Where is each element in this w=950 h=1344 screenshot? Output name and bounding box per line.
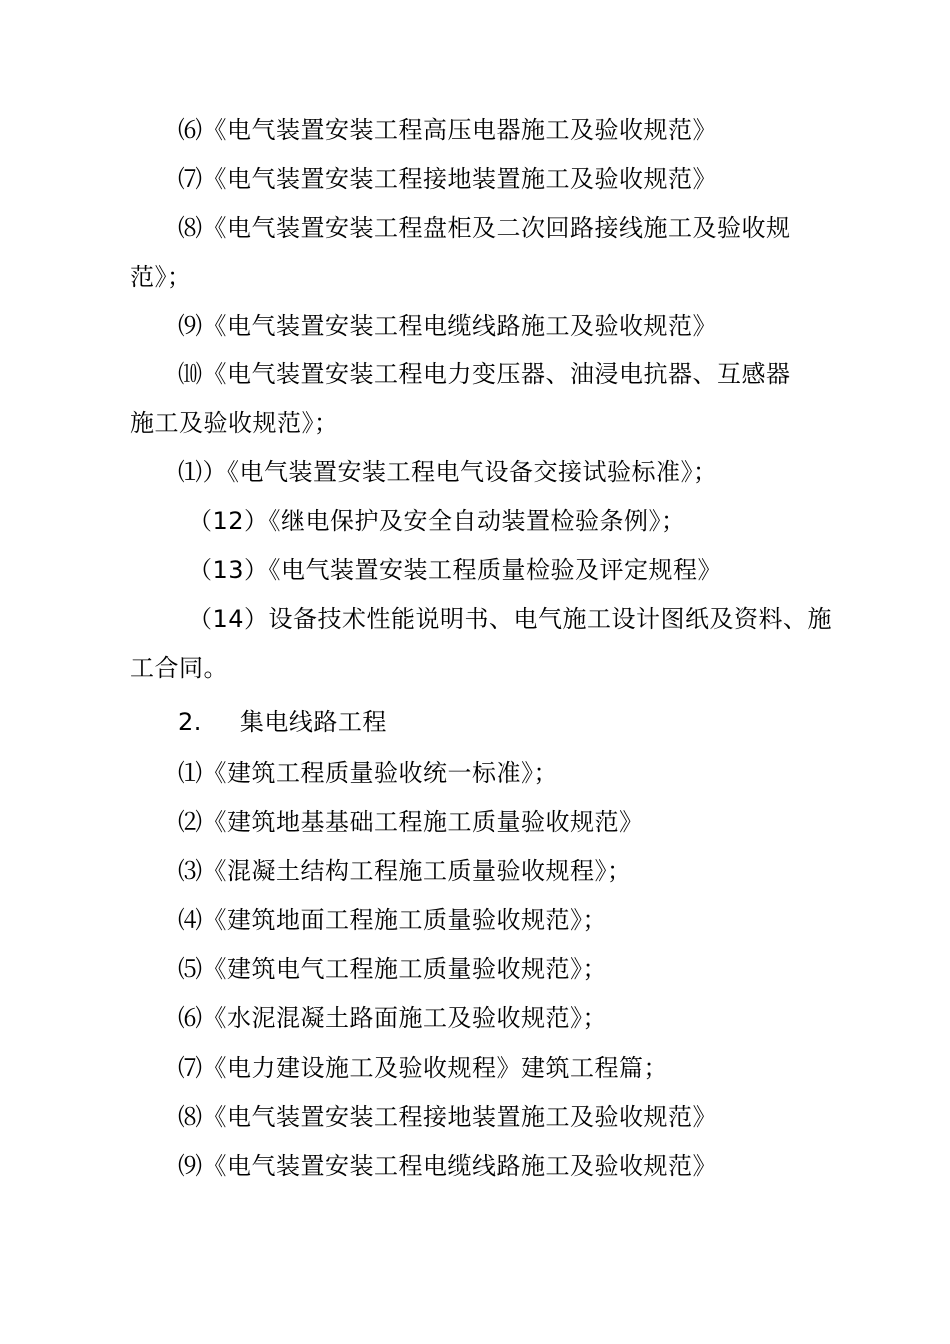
list-item: ⑶《混凝土结构工程施工质量验收规程》； bbox=[178, 857, 632, 885]
list-item-continuation: 施工及验收规范》； bbox=[130, 409, 339, 437]
list-item: （13）《电气装置安装工程质量检验及评定规程》 bbox=[188, 556, 723, 584]
section-number: 2. bbox=[178, 708, 202, 736]
list-item: ⑴）《电气装置安装工程电气设备交接试验标准》； bbox=[178, 458, 718, 486]
section-heading bbox=[178, 706, 387, 738]
list-item: ⑻《电气装置安装工程盘柜及二次回路接线施工及验收规 bbox=[178, 214, 791, 242]
list-item: ⑷《建筑地面工程施工质量验收规范》； bbox=[178, 906, 607, 934]
list-item: ⑺《电力建设施工及验收规程》建筑工程篇； bbox=[178, 1054, 668, 1082]
list-item-continuation: 工合同。 bbox=[130, 654, 228, 682]
list-item: ⑼《电气装置安装工程电缆线路施工及验收规范》 bbox=[178, 312, 717, 340]
list-item: ⑼《电气装置安装工程电缆线路施工及验收规范》 bbox=[178, 1152, 717, 1180]
list-item: ⑻《电气装置安装工程接地装置施工及验收规范》 bbox=[178, 1103, 717, 1131]
list-item: ⑽《电气装置安装工程电力变压器、油浸电抗器、互感器 bbox=[178, 360, 791, 388]
list-item: ⑸《建筑电气工程施工质量验收规范》； bbox=[178, 955, 607, 983]
list-item: ⑺《电气装置安装工程接地装置施工及验收规范》 bbox=[178, 165, 717, 193]
list-item-continuation: 范》； bbox=[130, 263, 192, 291]
section-title: 集电线路工程 bbox=[239, 708, 387, 736]
list-item: ⑹《电气装置安装工程高压电器施工及验收规范》 bbox=[178, 116, 717, 144]
list-item: （14）设备技术性能说明书、电气施工设计图纸及资料、施 bbox=[188, 605, 833, 633]
list-item: （12）《继电保护及安全自动装置检验条例》； bbox=[188, 507, 686, 535]
list-item: ⑴《建筑工程质量验收统一标准》； bbox=[178, 759, 558, 787]
list-item: ⑵《建筑地基基础工程施工质量验收规范》 bbox=[178, 808, 644, 836]
list-item: ⑹《水泥混凝土路面施工及验收规范》； bbox=[178, 1004, 607, 1032]
